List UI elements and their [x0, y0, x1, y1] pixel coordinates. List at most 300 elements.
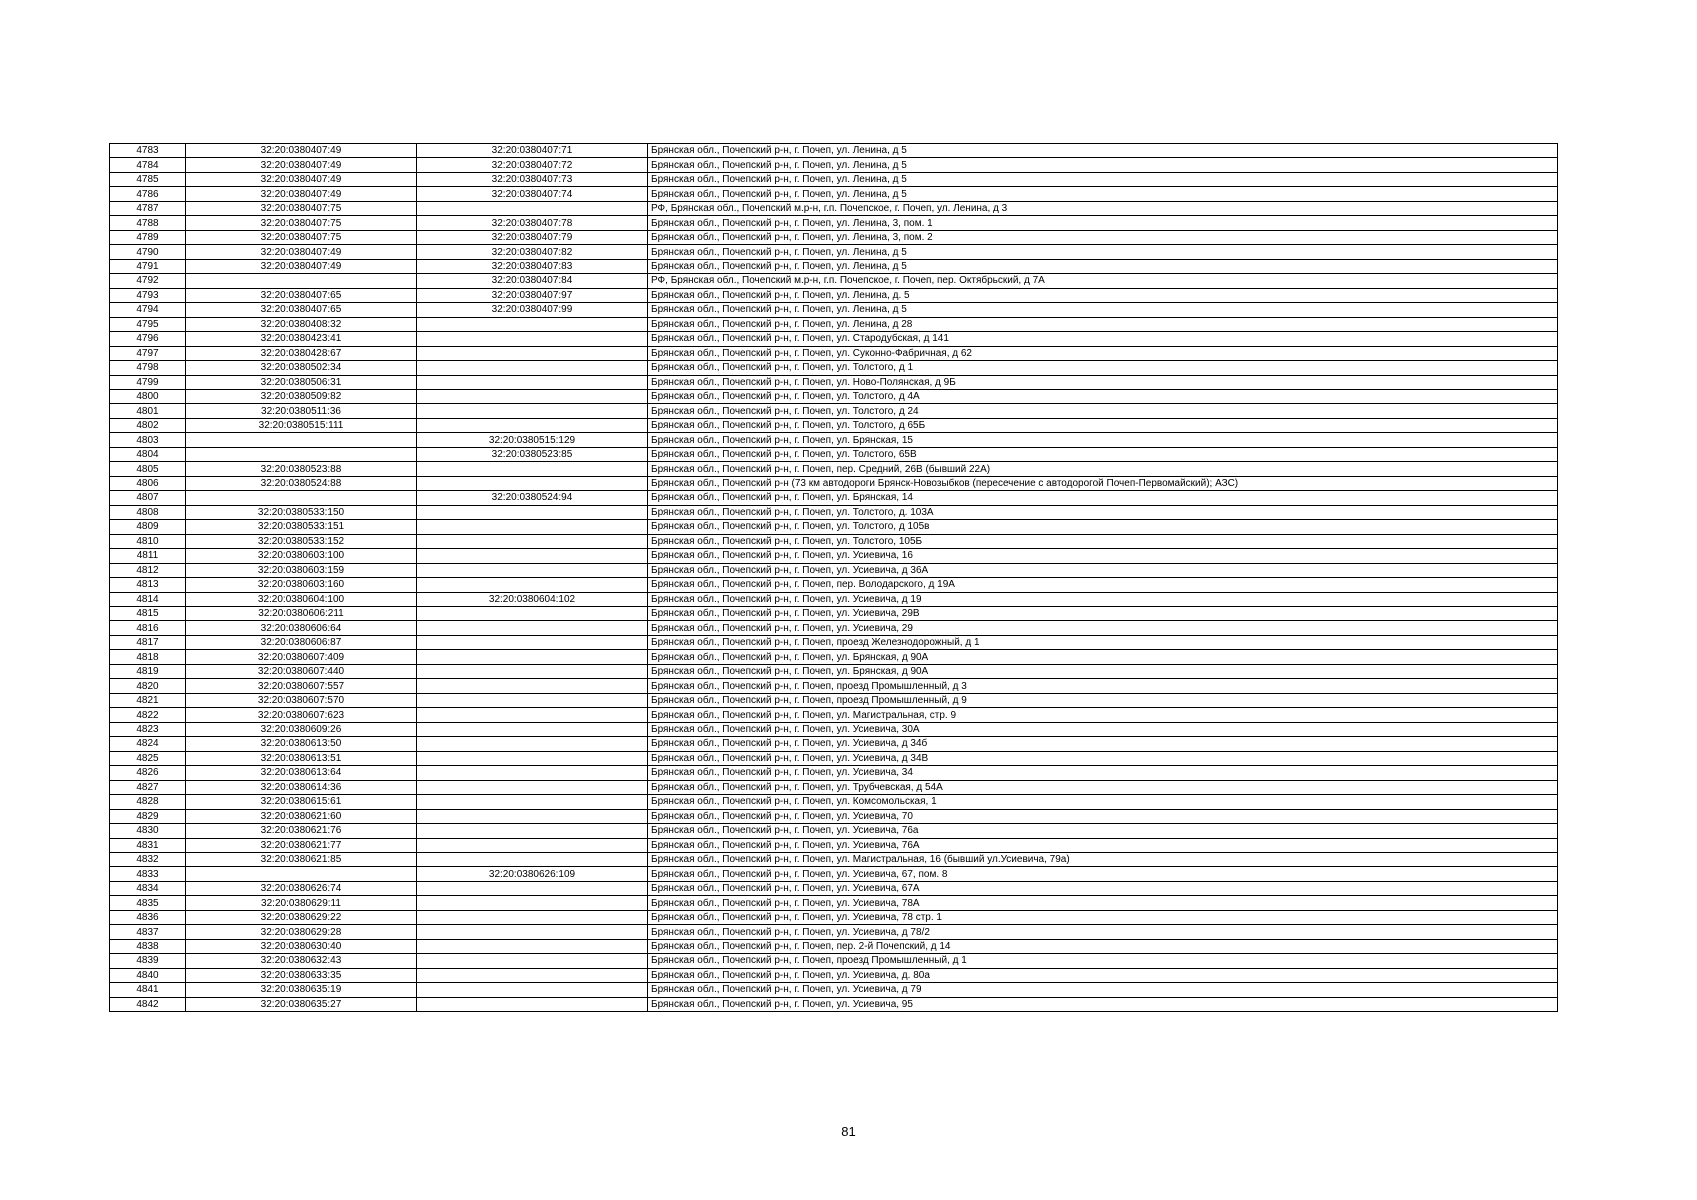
row-number-cell: 4841 [110, 983, 186, 997]
table-row [110, 650, 1558, 664]
table-row [110, 910, 1558, 924]
cadastral-number-cell: 32:20:0380407:72 [417, 158, 648, 172]
table-row [110, 679, 1558, 693]
parent-cadastral-number-cell: 32:20:0380407:65 [186, 303, 417, 317]
cadastral-number-cell: 32:20:0380407:84 [417, 274, 648, 288]
table-row [110, 954, 1558, 968]
parent-cadastral-number-cell: 32:20:0380533:150 [186, 505, 417, 519]
parent-cadastral-number-cell: 32:20:0380407:49 [186, 172, 417, 186]
address-cell: Брянская обл., Почепский р-н, г. Почеп, ул. Брянская, д 90А [648, 664, 1558, 678]
row-number-cell: 4824 [110, 737, 186, 751]
cadastral-number-cell [417, 361, 648, 375]
row-number-cell: 4814 [110, 592, 186, 606]
row-number-cell: 4840 [110, 968, 186, 982]
row-number-cell: 4802 [110, 418, 186, 432]
row-number-cell: 4842 [110, 997, 186, 1011]
cadastral-number-cell [417, 317, 648, 331]
table-row [110, 635, 1558, 649]
row-number-cell: 4829 [110, 809, 186, 823]
address-cell: Брянская обл., Почепский р-н, г. Почеп, ул. Ленина, д 28 [648, 317, 1558, 331]
row-number-cell: 4811 [110, 549, 186, 563]
row-number-cell: 4826 [110, 766, 186, 780]
row-number-cell: 4838 [110, 939, 186, 953]
cadastral-number-cell [417, 824, 648, 838]
cadastral-number-cell [417, 534, 648, 548]
parent-cadastral-number-cell: 32:20:0380614:36 [186, 780, 417, 794]
cadastral-number-cell: 32:20:0380523:85 [417, 447, 648, 461]
table-row [110, 737, 1558, 751]
row-number-cell: 4819 [110, 664, 186, 678]
table-row [110, 505, 1558, 519]
page-number: 81 [841, 1124, 856, 1139]
cadastral-number-cell [417, 997, 648, 1011]
parent-cadastral-number-cell: 32:20:0380607:409 [186, 650, 417, 664]
parent-cadastral-number-cell: 32:20:0380506:31 [186, 375, 417, 389]
cadastral-number-cell [417, 780, 648, 794]
address-cell: Брянская обл., Почепский р-н, г. Почеп, ул. Усиевича, 34 [648, 766, 1558, 780]
address-cell: Брянская обл., Почепский р-н, г. Почеп, ул. Усиевича, д 19 [648, 592, 1558, 606]
table-row [110, 722, 1558, 736]
address-cell: Брянская обл., Почепский р-н, г. Почеп, ул. Ленина, д 5 [648, 172, 1558, 186]
address-cell: Брянская обл., Почепский р-н, г. Почеп, ул. Ленина, д 5 [648, 158, 1558, 172]
cadastral-number-cell [417, 722, 648, 736]
table-row [110, 389, 1558, 403]
table-row [110, 664, 1558, 678]
row-number-cell: 4791 [110, 259, 186, 273]
address-cell: Брянская обл., Почепский р-н, г. Почеп, ул. Брянская, 15 [648, 433, 1558, 447]
address-cell: Брянская обл., Почепский р-н, г. Почеп, ул. Усиевича, 30А [648, 722, 1558, 736]
table-row [110, 563, 1558, 577]
cadastral-number-cell [417, 635, 648, 649]
row-number-cell: 4807 [110, 491, 186, 505]
table-row [110, 172, 1558, 186]
parent-cadastral-number-cell: 32:20:0380533:151 [186, 520, 417, 534]
address-cell: Брянская обл., Почепский р-н, г. Почеп, ул. Суконно-Фабричная, д 62 [648, 346, 1558, 360]
address-cell: Брянская обл., Почепский р-н, г. Почеп, ул. Усиевича, 78А [648, 896, 1558, 910]
address-cell: Брянская обл., Почепский р-н, г. Почеп, ул. Ленина, 3, пом. 1 [648, 216, 1558, 230]
cadastral-number-cell [417, 809, 648, 823]
address-cell: РФ, Брянская обл., Почепский м.р-н, г.п. Почепское, г. Почеп, ул. Ленина, д 3 [648, 201, 1558, 215]
parent-cadastral-number-cell: 32:20:0380607:570 [186, 693, 417, 707]
table-row [110, 983, 1558, 997]
cadastral-number-cell [417, 766, 648, 780]
cadastral-number-cell [417, 693, 648, 707]
address-cell: Брянская обл., Почепский р-н, г. Почеп, ул. Ленина, д. 5 [648, 288, 1558, 302]
table-row [110, 708, 1558, 722]
row-number-cell: 4836 [110, 910, 186, 924]
address-cell: Брянская обл., Почепский р-н, г. Почеп, ул. Брянская, д 90А [648, 650, 1558, 664]
parent-cadastral-number-cell: 32:20:0380621:77 [186, 838, 417, 852]
parent-cadastral-number-cell: 32:20:0380407:49 [186, 158, 417, 172]
cadastral-number-cell: 32:20:0380407:97 [417, 288, 648, 302]
cadastral-number-cell [417, 404, 648, 418]
row-number-cell: 4794 [110, 303, 186, 317]
table-row [110, 361, 1558, 375]
address-cell: Брянская обл., Почепский р-н, г. Почеп, ул. Ленина, д 5 [648, 245, 1558, 259]
parent-cadastral-number-cell: 32:20:0380408:32 [186, 317, 417, 331]
row-number-cell: 4799 [110, 375, 186, 389]
table-row [110, 896, 1558, 910]
row-number-cell: 4815 [110, 607, 186, 621]
table-row [110, 766, 1558, 780]
cadastral-number-cell [417, 968, 648, 982]
address-cell: Брянская обл., Почепский р-н, г. Почеп, ул. Толстого, д 4А [648, 389, 1558, 403]
table-row [110, 592, 1558, 606]
row-number-cell: 4821 [110, 693, 186, 707]
table-row [110, 476, 1558, 490]
row-number-cell: 4810 [110, 534, 186, 548]
cadastral-number-cell [417, 751, 648, 765]
cadastral-number-cell: 32:20:0380407:73 [417, 172, 648, 186]
table-row [110, 418, 1558, 432]
parent-cadastral-number-cell: 32:20:0380533:152 [186, 534, 417, 548]
table-row [110, 144, 1558, 158]
parent-cadastral-number-cell: 32:20:0380621:60 [186, 809, 417, 823]
cadastral-number-cell [417, 954, 648, 968]
address-cell: Брянская обл., Почепский р-н, г. Почеп, ул. Толстого, 65В [648, 447, 1558, 461]
parent-cadastral-number-cell: 32:20:0380607:623 [186, 708, 417, 722]
table-row [110, 968, 1558, 982]
address-cell: Брянская обл., Почепский р-н, г. Почеп, ул. Толстого, д 105в [648, 520, 1558, 534]
table-row [110, 201, 1558, 215]
row-number-cell: 4818 [110, 650, 186, 664]
table-row [110, 534, 1558, 548]
address-cell: Брянская обл., Почепский р-н, г. Почеп, ул. Стародубская, д 141 [648, 332, 1558, 346]
table-row [110, 230, 1558, 244]
cadastral-number-cell [417, 505, 648, 519]
table-row [110, 259, 1558, 273]
parent-cadastral-number-cell: 32:20:0380635:27 [186, 997, 417, 1011]
row-number-cell: 4785 [110, 172, 186, 186]
address-cell: Брянская обл., Почепский р-н, г. Почеп, ул. Усиевича, д 78/2 [648, 925, 1558, 939]
row-number-cell: 4833 [110, 867, 186, 881]
parent-cadastral-number-cell: 32:20:0380629:11 [186, 896, 417, 910]
row-number-cell: 4786 [110, 187, 186, 201]
address-cell: Брянская обл., Почепский р-н, г. Почеп, ул. Толстого, 105Б [648, 534, 1558, 548]
cadastral-number-cell: 32:20:0380407:99 [417, 303, 648, 317]
row-number-cell: 4783 [110, 144, 186, 158]
address-cell: Брянская обл., Почепский р-н, г. Почеп, ул. Ново-Полянская, д 9Б [648, 375, 1558, 389]
parent-cadastral-number-cell: 32:20:0380523:88 [186, 462, 417, 476]
parent-cadastral-number-cell: 32:20:0380407:49 [186, 259, 417, 273]
table-row [110, 303, 1558, 317]
row-number-cell: 4827 [110, 780, 186, 794]
address-cell: Брянская обл., Почепский р-н, г. Почеп, ул. Усиевича, 70 [648, 809, 1558, 823]
row-number-cell: 4816 [110, 621, 186, 635]
cadastral-number-cell [417, 881, 648, 895]
address-cell: Брянская обл., Почепский р-н, г. Почеп, пер. Средний, 26В (бывший 22А) [648, 462, 1558, 476]
parent-cadastral-number-cell: 32:20:0380621:85 [186, 852, 417, 866]
parent-cadastral-number-cell: 32:20:0380626:74 [186, 881, 417, 895]
row-number-cell: 4797 [110, 346, 186, 360]
parent-cadastral-number-cell: 32:20:0380423:41 [186, 332, 417, 346]
cadastral-number-cell [417, 664, 648, 678]
table-row [110, 274, 1558, 288]
cadastral-number-cell [417, 852, 648, 866]
address-cell: Брянская обл., Почепский р-н, г. Почеп, ул. Усиевича, 76а [648, 824, 1558, 838]
row-number-cell: 4806 [110, 476, 186, 490]
cadastral-number-cell: 32:20:0380604:102 [417, 592, 648, 606]
address-cell: Брянская обл., Почепский р-н, г. Почеп, ул. Усиевича, 16 [648, 549, 1558, 563]
address-cell: Брянская обл., Почепский р-н, г. Почеп, ул. Толстого, д 1 [648, 361, 1558, 375]
row-number-cell: 4832 [110, 852, 186, 866]
cadastral-number-cell [417, 795, 648, 809]
parent-cadastral-number-cell: 32:20:0380604:100 [186, 592, 417, 606]
cadastral-number-cell: 32:20:0380407:71 [417, 144, 648, 158]
cadastral-number-cell [417, 896, 648, 910]
cadastral-number-cell [417, 737, 648, 751]
parent-cadastral-number-cell: 32:20:0380511:36 [186, 404, 417, 418]
address-cell: Брянская обл., Почепский р-н, г. Почеп, ул. Брянская, 14 [648, 491, 1558, 505]
cadastral-number-cell [417, 939, 648, 953]
cadastral-number-cell [417, 679, 648, 693]
parent-cadastral-number-cell: 32:20:0380632:43 [186, 954, 417, 968]
row-number-cell: 4788 [110, 216, 186, 230]
address-cell: Брянская обл., Почепский р-н, г. Почеп, ул. Усиевича, 29В [648, 607, 1558, 621]
cadastral-number-cell: 32:20:0380407:83 [417, 259, 648, 273]
cadastral-number-cell [417, 983, 648, 997]
address-cell: Брянская обл., Почепский р-н, г. Почеп, ул. Ленина, д 5 [648, 303, 1558, 317]
row-number-cell: 4792 [110, 274, 186, 288]
table-row [110, 491, 1558, 505]
parent-cadastral-number-cell: 32:20:0380407:75 [186, 230, 417, 244]
cadastral-number-cell [417, 375, 648, 389]
cadastral-number-cell [417, 389, 648, 403]
table-row [110, 520, 1558, 534]
row-number-cell: 4822 [110, 708, 186, 722]
address-cell: Брянская обл., Почепский р-н, г. Почеп, ул. Ленина, 3, пом. 2 [648, 230, 1558, 244]
cadastral-number-cell: 32:20:0380515:129 [417, 433, 648, 447]
address-cell: Брянская обл., Почепский р-н, г. Почеп, ул. Усиевича, д 34б [648, 737, 1558, 751]
cadastral-number-cell: 32:20:0380407:82 [417, 245, 648, 259]
row-number-cell: 4784 [110, 158, 186, 172]
cadastral-number-cell [417, 650, 648, 664]
address-cell: Брянская обл., Почепский р-н, г. Почеп, ул. Ленина, д 5 [648, 144, 1558, 158]
parent-cadastral-number-cell: 32:20:0380407:65 [186, 288, 417, 302]
row-number-cell: 4805 [110, 462, 186, 476]
row-number-cell: 4793 [110, 288, 186, 302]
table-row [110, 158, 1558, 172]
address-cell: Брянская обл., Почепский р-н, г. Почеп, ул. Толстого, д. 103А [648, 505, 1558, 519]
table-row [110, 824, 1558, 838]
address-cell: Брянская обл., Почепский р-н, г. Почеп, ул. Ленина, д 5 [648, 259, 1558, 273]
address-cell: Брянская обл., Почепский р-н, г. Почеп, ул. Ленина, д 5 [648, 187, 1558, 201]
parent-cadastral-number-cell: 32:20:0380407:49 [186, 144, 417, 158]
table-row [110, 578, 1558, 592]
parent-cadastral-number-cell [186, 274, 417, 288]
parent-cadastral-number-cell: 32:20:0380606:87 [186, 635, 417, 649]
table-row [110, 317, 1558, 331]
parent-cadastral-number-cell [186, 447, 417, 461]
cadastral-number-cell [417, 563, 648, 577]
parent-cadastral-number-cell: 32:20:0380407:49 [186, 187, 417, 201]
address-cell: Брянская обл., Почепский р-н, г. Почеп, ул. Усиевича, 67, пом. 8 [648, 867, 1558, 881]
parent-cadastral-number-cell: 32:20:0380607:557 [186, 679, 417, 693]
address-cell: Брянская обл., Почепский р-н, г. Почеп, ул. Трубчевская, д 54А [648, 780, 1558, 794]
cadastral-number-cell [417, 346, 648, 360]
table-row [110, 939, 1558, 953]
row-number-cell: 4789 [110, 230, 186, 244]
table-row [110, 404, 1558, 418]
parent-cadastral-number-cell: 32:20:0380621:76 [186, 824, 417, 838]
table-row [110, 925, 1558, 939]
row-number-cell: 4823 [110, 722, 186, 736]
address-cell: Брянская обл., Почепский р-н, г. Почеп, ул. Комсомольская, 1 [648, 795, 1558, 809]
parent-cadastral-number-cell [186, 433, 417, 447]
table-row [110, 881, 1558, 895]
row-number-cell: 4813 [110, 578, 186, 592]
parent-cadastral-number-cell [186, 491, 417, 505]
cadastral-table [109, 143, 1558, 1012]
cadastral-number-cell: 32:20:0380407:74 [417, 187, 648, 201]
parent-cadastral-number-cell: 32:20:0380603:159 [186, 563, 417, 577]
cadastral-number-cell: 32:20:0380626:109 [417, 867, 648, 881]
row-number-cell: 4798 [110, 361, 186, 375]
parent-cadastral-number-cell: 32:20:0380633:35 [186, 968, 417, 982]
row-number-cell: 4820 [110, 679, 186, 693]
parent-cadastral-number-cell: 32:20:0380428:67 [186, 346, 417, 360]
table-row [110, 997, 1558, 1011]
row-number-cell: 4839 [110, 954, 186, 968]
parent-cadastral-number-cell: 32:20:0380606:211 [186, 607, 417, 621]
parent-cadastral-number-cell: 32:20:0380524:88 [186, 476, 417, 490]
cadastral-number-cell [417, 925, 648, 939]
parent-cadastral-number-cell: 32:20:0380407:75 [186, 201, 417, 215]
parent-cadastral-number-cell: 32:20:0380613:51 [186, 751, 417, 765]
cadastral-number-cell [417, 621, 648, 635]
address-cell: Брянская обл., Почепский р-н, г. Почеп, ул. Усиевича, 78 стр. 1 [648, 910, 1558, 924]
address-cell: Брянская обл., Почепский р-н, г. Почеп, ул. Усиевича, д 79 [648, 983, 1558, 997]
address-cell: Брянская обл., Почепский р-н, г. Почеп, проезд Промышленный, д 3 [648, 679, 1558, 693]
parent-cadastral-number-cell: 32:20:0380603:160 [186, 578, 417, 592]
table-row [110, 867, 1558, 881]
address-cell: Брянская обл., Почепский р-н, г. Почеп, проезд Железнодорожный, д 1 [648, 635, 1558, 649]
address-cell: Брянская обл., Почепский р-н, г. Почеп, пер. 2-й Почепский, д 14 [648, 939, 1558, 953]
row-number-cell: 4831 [110, 838, 186, 852]
row-number-cell: 4830 [110, 824, 186, 838]
row-number-cell: 4787 [110, 201, 186, 215]
row-number-cell: 4809 [110, 520, 186, 534]
address-cell: Брянская обл., Почепский р-н, г. Почеп, проезд Промышленный, д 9 [648, 693, 1558, 707]
table-row [110, 332, 1558, 346]
table-row [110, 375, 1558, 389]
row-number-cell: 4837 [110, 925, 186, 939]
parent-cadastral-number-cell: 32:20:0380606:64 [186, 621, 417, 635]
parent-cadastral-number-cell: 32:20:0380407:49 [186, 245, 417, 259]
cadastral-number-cell: 32:20:0380407:78 [417, 216, 648, 230]
table-row [110, 795, 1558, 809]
cadastral-number-cell [417, 520, 648, 534]
row-number-cell: 4825 [110, 751, 186, 765]
address-cell: РФ, Брянская обл., Почепский м.р-н, г.п. Почепское, г. Почеп, пер. Октябрьский, д 7А [648, 274, 1558, 288]
parent-cadastral-number-cell: 32:20:0380502:34 [186, 361, 417, 375]
cadastral-number-cell [417, 838, 648, 852]
parent-cadastral-number-cell: 32:20:0380635:19 [186, 983, 417, 997]
parent-cadastral-number-cell: 32:20:0380609:26 [186, 722, 417, 736]
parent-cadastral-number-cell: 32:20:0380603:100 [186, 549, 417, 563]
row-number-cell: 4834 [110, 881, 186, 895]
address-cell: Брянская обл., Почепский р-н, г. Почеп, ул. Толстого, д 24 [648, 404, 1558, 418]
row-number-cell: 4804 [110, 447, 186, 461]
table-row [110, 288, 1558, 302]
table-row [110, 447, 1558, 461]
parent-cadastral-number-cell [186, 867, 417, 881]
table-row [110, 621, 1558, 635]
cadastral-number-cell [417, 476, 648, 490]
row-number-cell: 4828 [110, 795, 186, 809]
address-cell: Брянская обл., Почепский р-н, г. Почеп, ул. Усиевича, д 36А [648, 563, 1558, 577]
cadastral-number-cell [417, 549, 648, 563]
table-row [110, 346, 1558, 360]
table-row [110, 780, 1558, 794]
row-number-cell: 4790 [110, 245, 186, 259]
row-number-cell: 4808 [110, 505, 186, 519]
table-row [110, 433, 1558, 447]
address-cell: Брянская обл., Почепский р-н, г. Почеп, ул. Усиевича, 95 [648, 997, 1558, 1011]
table-row [110, 245, 1558, 259]
row-number-cell: 4800 [110, 389, 186, 403]
address-cell: Брянская обл., Почепский р-н, г. Почеп, ул. Усиевича, д 34В [648, 751, 1558, 765]
table-row [110, 838, 1558, 852]
table-row [110, 462, 1558, 476]
cadastral-number-cell [417, 201, 648, 215]
row-number-cell: 4801 [110, 404, 186, 418]
cadastral-number-cell [417, 578, 648, 592]
table-row [110, 852, 1558, 866]
cadastral-number-cell [417, 462, 648, 476]
address-cell: Брянская обл., Почепский р-н, г. Почеп, ул. Усиевича, 67А [648, 881, 1558, 895]
table-row [110, 607, 1558, 621]
table-row [110, 693, 1558, 707]
table-row [110, 216, 1558, 230]
parent-cadastral-number-cell: 32:20:0380515:111 [186, 418, 417, 432]
address-cell: Брянская обл., Почепский р-н, г. Почеп, ул. Усиевича, 29 [648, 621, 1558, 635]
parent-cadastral-number-cell: 32:20:0380629:22 [186, 910, 417, 924]
cadastral-number-cell [417, 910, 648, 924]
table-row [110, 549, 1558, 563]
address-cell: Брянская обл., Почепский р-н, г. Почеп, проезд Промышленный, д 1 [648, 954, 1558, 968]
parent-cadastral-number-cell: 32:20:0380613:64 [186, 766, 417, 780]
address-cell: Брянская обл., Почепский р-н, г. Почеп, пер. Володарского, д 19А [648, 578, 1558, 592]
cadastral-number-cell: 32:20:0380407:79 [417, 230, 648, 244]
cadastral-number-cell [417, 418, 648, 432]
cadastral-number-cell [417, 607, 648, 621]
row-number-cell: 4817 [110, 635, 186, 649]
table-row [110, 809, 1558, 823]
row-number-cell: 4835 [110, 896, 186, 910]
address-cell: Брянская обл., Почепский р-н, г. Почеп, ул. Магистральная, 16 (бывший ул.Усиевича, 79а) [648, 852, 1558, 866]
address-cell: Брянская обл., Почепский р-н, г. Почеп, ул. Толстого, д 65Б [648, 418, 1558, 432]
row-number-cell: 4803 [110, 433, 186, 447]
parent-cadastral-number-cell: 32:20:0380615:61 [186, 795, 417, 809]
address-cell: Брянская обл., Почепский р-н (73 км автодороги Брянск-Новозыбков (пересечение с автодорогой Почеп-Первомайский); АЗС) [648, 476, 1558, 490]
parent-cadastral-number-cell: 32:20:0380629:28 [186, 925, 417, 939]
parent-cadastral-number-cell: 32:20:0380613:50 [186, 737, 417, 751]
cadastral-number-cell: 32:20:0380524:94 [417, 491, 648, 505]
parent-cadastral-number-cell: 32:20:0380407:75 [186, 216, 417, 230]
parent-cadastral-number-cell: 32:20:0380509:82 [186, 389, 417, 403]
address-cell: Брянская обл., Почепский р-н, г. Почеп, ул. Усиевича, 76А [648, 838, 1558, 852]
address-cell: Брянская обл., Почепский р-н, г. Почеп, ул. Усиевича, д. 80а [648, 968, 1558, 982]
parent-cadastral-number-cell: 32:20:0380630:40 [186, 939, 417, 953]
table-row [110, 187, 1558, 201]
cadastral-number-cell [417, 332, 648, 346]
cadastral-number-cell [417, 708, 648, 722]
row-number-cell: 4796 [110, 332, 186, 346]
address-cell: Брянская обл., Почепский р-н, г. Почеп, ул. Магистральная, стр. 9 [648, 708, 1558, 722]
row-number-cell: 4795 [110, 317, 186, 331]
row-number-cell: 4812 [110, 563, 186, 577]
